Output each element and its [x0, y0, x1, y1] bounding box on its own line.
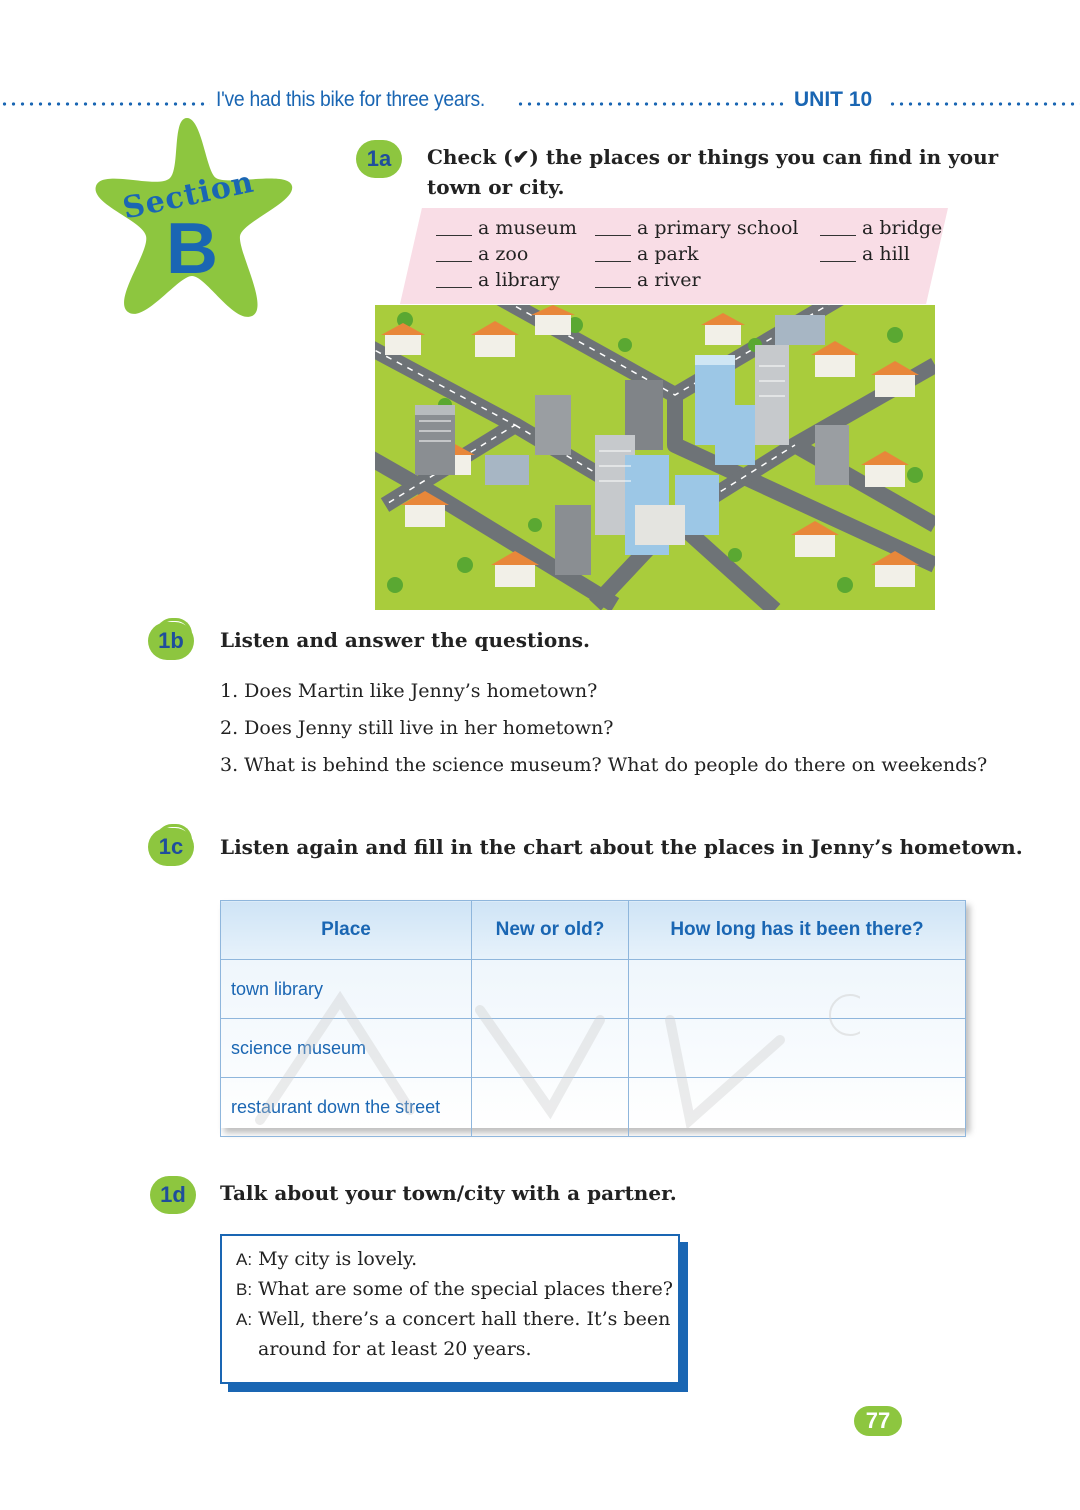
answer-cell[interactable] — [629, 1078, 966, 1137]
word-item[interactable]: a museum — [436, 217, 577, 239]
question-1: 1. Does Martin like Jenny’s hometown? — [220, 680, 598, 702]
tag-1b — [148, 622, 194, 660]
answer-blank[interactable] — [820, 217, 856, 236]
city-illustration — [375, 305, 935, 610]
dialogue-line: A: My city is lovely. — [236, 1248, 418, 1270]
word-item[interactable]: a river — [595, 269, 701, 291]
tag-1a — [356, 140, 402, 178]
tag-label: 1b — [158, 628, 184, 653]
speaker-label: A: — [236, 1310, 253, 1329]
place-cell: town library — [221, 960, 472, 1019]
chart-table — [220, 900, 966, 1137]
lesson-title: I've had this bike for three years. — [216, 88, 485, 111]
question-3: 3. What is behind the science museum? What do people do there on weekends? — [220, 754, 988, 776]
dialogue-line: around for at least 20 years. — [258, 1338, 532, 1360]
answer-cell[interactable] — [629, 1019, 966, 1078]
answer-blank[interactable] — [436, 217, 472, 236]
answer-blank[interactable] — [595, 243, 631, 262]
speaker-label: B: — [236, 1280, 253, 1299]
ex1a-instruction-line1: Check (✔) the places or things you can find in your — [427, 145, 999, 169]
word-item[interactable]: a hill — [820, 243, 910, 265]
dialogue-line: B: What are some of the special places there? — [236, 1278, 673, 1300]
tag-1c — [148, 828, 194, 866]
dialogue-line: A: Well, there’s a concert hall there. It’s been — [236, 1308, 671, 1330]
answer-cell[interactable] — [472, 1078, 629, 1137]
table-row — [221, 960, 966, 1019]
answer-blank[interactable] — [595, 217, 631, 236]
answer-blank[interactable] — [595, 269, 631, 288]
hometown-chart — [220, 900, 966, 1128]
column-header-place: Place — [221, 901, 472, 960]
question-2: 2. Does Jenny still live in her hometown? — [220, 717, 614, 739]
header-dots-left — [0, 102, 210, 106]
tag-1d — [150, 1176, 196, 1214]
word-item[interactable]: a zoo — [436, 243, 528, 265]
ex1c-instruction: Listen again and fill in the chart about the places in Jenny’s hometown. — [220, 835, 1023, 859]
unit-label: UNIT 10 — [794, 88, 873, 111]
answer-blank[interactable] — [436, 269, 472, 288]
word-item[interactable]: a park — [595, 243, 698, 265]
dialogue-box — [220, 1234, 680, 1384]
column-header-new-or-old: New or old? — [472, 901, 629, 960]
word-item[interactable]: a primary school — [595, 217, 798, 239]
word-item[interactable]: a library — [436, 269, 560, 291]
section-letter: B — [166, 209, 218, 289]
table-row — [221, 1078, 966, 1137]
section-word: Section — [119, 164, 258, 227]
place-cell: restaurant down the street — [221, 1078, 472, 1137]
answer-cell[interactable] — [472, 960, 629, 1019]
ex1a-instruction-line2: town or city. — [427, 175, 565, 199]
answer-blank[interactable] — [820, 243, 856, 262]
header-dots-right — [888, 102, 1080, 106]
ex1d-instruction: Talk about your town/city with a partner. — [220, 1181, 677, 1205]
speaker-label: A: — [236, 1250, 253, 1269]
place-cell: science museum — [221, 1019, 472, 1078]
answer-cell[interactable] — [629, 960, 966, 1019]
answer-blank[interactable] — [436, 243, 472, 262]
column-header-how-long: How long has it been there? — [629, 901, 966, 960]
ex1b-instruction: Listen and answer the questions. — [220, 628, 590, 652]
tag-label: 1c — [158, 834, 184, 859]
tag-label: 1a — [366, 146, 392, 171]
table-row — [221, 1019, 966, 1078]
table-header-row — [221, 901, 966, 960]
tag-label: 1d — [160, 1182, 186, 1207]
word-item[interactable]: a bridge — [820, 217, 942, 239]
page-number: 77 — [854, 1406, 902, 1436]
header-dots-middle — [516, 102, 788, 106]
answer-cell[interactable] — [472, 1019, 629, 1078]
